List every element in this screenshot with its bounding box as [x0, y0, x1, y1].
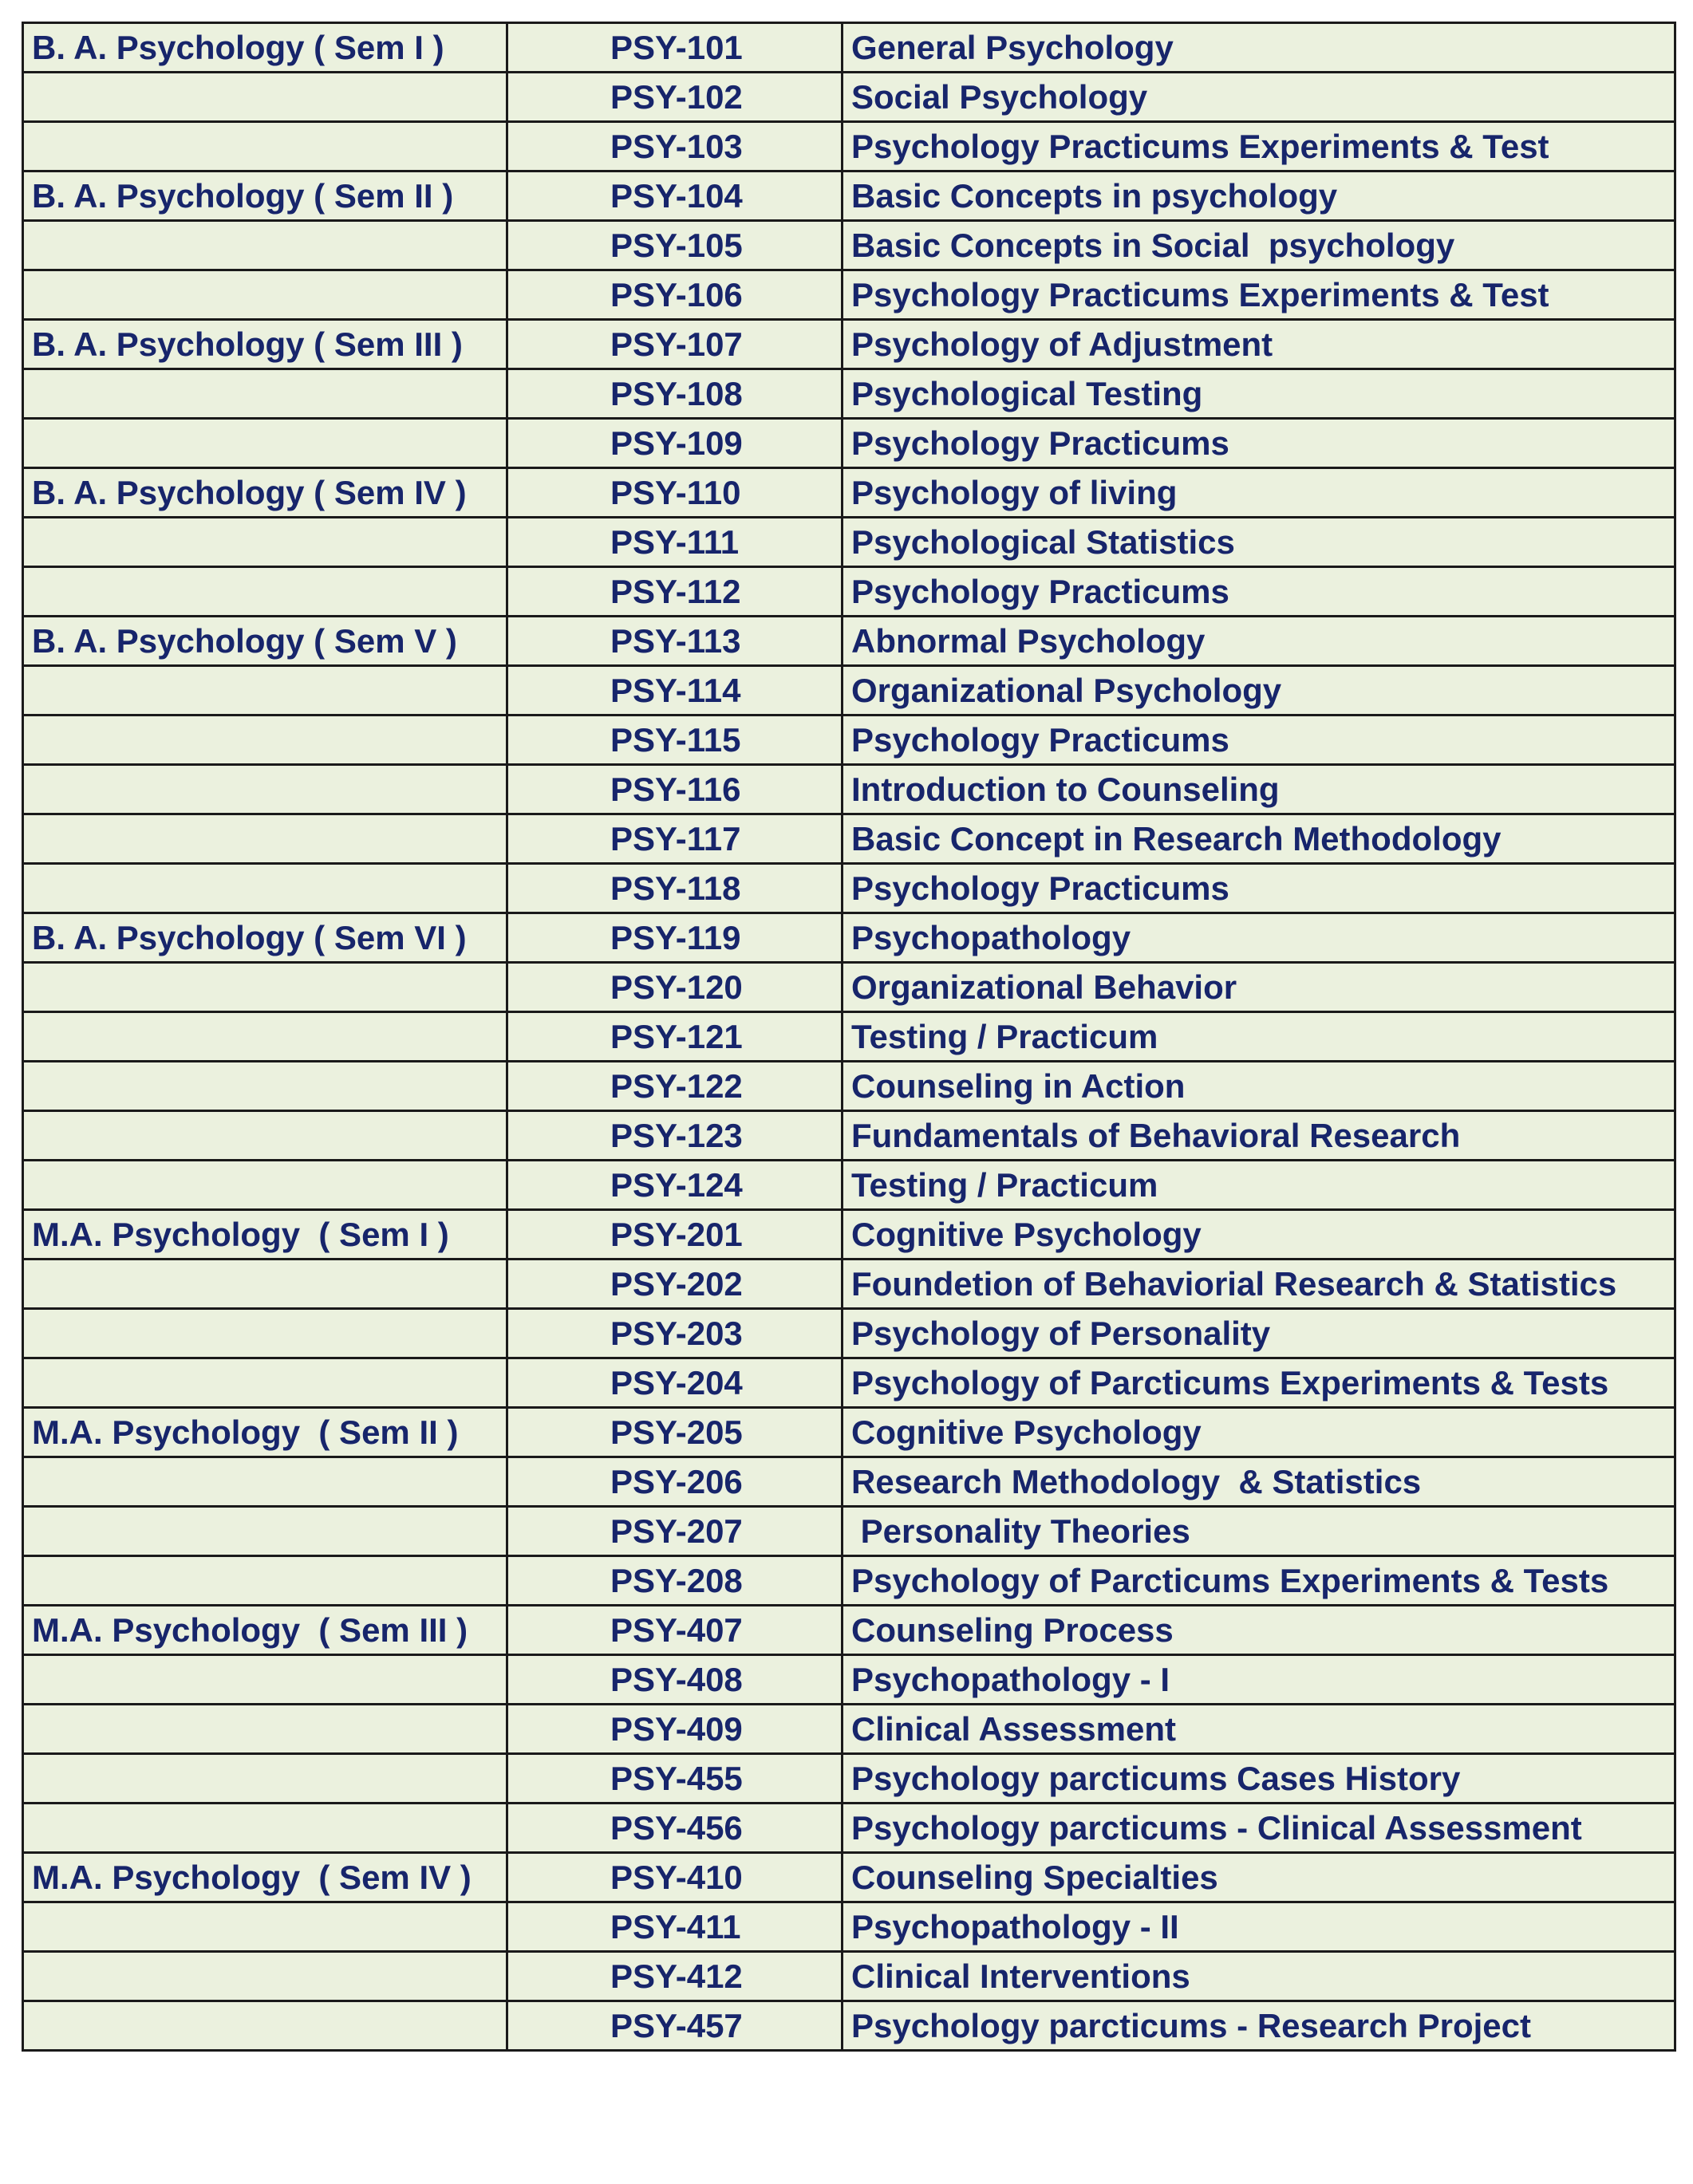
- course-code-cell: PSY-412: [507, 1952, 843, 2001]
- table-row: [23, 814, 1675, 864]
- course-title-cell: Psychology Practicums: [843, 716, 1675, 765]
- table-row: [23, 1309, 1675, 1358]
- program-cell: [23, 1260, 507, 1309]
- table-row: [23, 864, 1675, 913]
- course-title-cell: Psychology Practicums: [843, 864, 1675, 913]
- program-cell: [23, 1309, 507, 1358]
- program-cell: [23, 1161, 507, 1210]
- program-cell: [23, 1804, 507, 1853]
- course-code-cell: PSY-104: [507, 171, 843, 221]
- course-table-body: [23, 23, 1675, 2051]
- course-code-cell: PSY-123: [507, 1111, 843, 1161]
- course-title-cell: Psychology of living: [843, 468, 1675, 518]
- course-title-cell: Psychology of Personality: [843, 1309, 1675, 1358]
- program-cell: [23, 73, 507, 122]
- table-row: [23, 1606, 1675, 1655]
- program-cell: [23, 1358, 507, 1408]
- course-title-cell: Clinical Interventions: [843, 1952, 1675, 2001]
- program-cell: [23, 1012, 507, 1062]
- course-code-cell: PSY-117: [507, 814, 843, 864]
- course-title-cell: Cognitive Psychology: [843, 1210, 1675, 1260]
- table-row: [23, 73, 1675, 122]
- program-cell: [23, 1952, 507, 2001]
- course-code-cell: PSY-205: [507, 1408, 843, 1457]
- course-code-cell: PSY-118: [507, 864, 843, 913]
- course-title-cell: Basic Concept in Research Methodology: [843, 814, 1675, 864]
- table-row: [23, 1111, 1675, 1161]
- table-row: [23, 1804, 1675, 1853]
- course-title-cell: Psychological Statistics: [843, 518, 1675, 567]
- table-row: [23, 270, 1675, 320]
- course-title-cell: Psychology of Parcticums Experiments & Tests: [843, 1358, 1675, 1408]
- course-title-cell: Testing / Practicum: [843, 1012, 1675, 1062]
- course-title-cell: Abnormal Psychology: [843, 617, 1675, 666]
- course-title-cell: Psychology Practicums Experiments & Test: [843, 122, 1675, 171]
- course-code-cell: PSY-457: [507, 2001, 843, 2051]
- course-title-cell: Psychology parcticums - Clinical Assessment: [843, 1804, 1675, 1853]
- program-cell: M.A. Psychology ( Sem II ): [23, 1408, 507, 1457]
- course-title-cell: Psychology of Parcticums Experiments & Tests: [843, 1556, 1675, 1606]
- table-row: [23, 963, 1675, 1012]
- course-title-cell: Psychopathology - I: [843, 1655, 1675, 1705]
- course-title-cell: Psychology Practicums: [843, 567, 1675, 617]
- course-title-cell: Organizational Behavior: [843, 963, 1675, 1012]
- table-row: [23, 1853, 1675, 1902]
- course-title-cell: Personality Theories: [843, 1507, 1675, 1556]
- course-title-cell: Social Psychology: [843, 73, 1675, 122]
- program-cell: [23, 1655, 507, 1705]
- table-row: [23, 419, 1675, 468]
- program-cell: [23, 1705, 507, 1754]
- program-cell: [23, 1902, 507, 1952]
- course-code-cell: PSY-111: [507, 518, 843, 567]
- course-title-cell: Psychology Practicums Experiments & Test: [843, 270, 1675, 320]
- table-row: [23, 1062, 1675, 1111]
- course-code-cell: PSY-122: [507, 1062, 843, 1111]
- program-cell: [23, 419, 507, 468]
- course-code-cell: PSY-456: [507, 1804, 843, 1853]
- program-cell: B. A. Psychology ( Sem V ): [23, 617, 507, 666]
- course-code-cell: PSY-407: [507, 1606, 843, 1655]
- course-title-cell: Counseling Process: [843, 1606, 1675, 1655]
- course-title-cell: Counseling in Action: [843, 1062, 1675, 1111]
- course-code-cell: PSY-410: [507, 1853, 843, 1902]
- program-cell: [23, 567, 507, 617]
- course-title-cell: Psychopathology: [843, 913, 1675, 963]
- program-cell: [23, 864, 507, 913]
- table-row: [23, 369, 1675, 419]
- course-code-cell: PSY-115: [507, 716, 843, 765]
- table-row: [23, 1902, 1675, 1952]
- program-cell: [23, 666, 507, 716]
- table-row: [23, 1210, 1675, 1260]
- course-code-cell: PSY-106: [507, 270, 843, 320]
- table-row: [23, 1952, 1675, 2001]
- program-cell: [23, 221, 507, 270]
- program-cell: [23, 1111, 507, 1161]
- program-cell: [23, 716, 507, 765]
- course-title-cell: Psychology parcticums Cases History: [843, 1754, 1675, 1804]
- course-title-cell: Psychology parcticums - Research Project: [843, 2001, 1675, 2051]
- table-row: [23, 171, 1675, 221]
- table-row: [23, 23, 1675, 73]
- course-code-cell: PSY-110: [507, 468, 843, 518]
- table-row: [23, 1408, 1675, 1457]
- course-code-cell: PSY-112: [507, 567, 843, 617]
- table-row: [23, 221, 1675, 270]
- program-cell: [23, 963, 507, 1012]
- course-code-cell: PSY-203: [507, 1309, 843, 1358]
- program-cell: [23, 2001, 507, 2051]
- table-row: [23, 1556, 1675, 1606]
- course-title-cell: Psychopathology - II: [843, 1902, 1675, 1952]
- program-cell: B. A. Psychology ( Sem III ): [23, 320, 507, 369]
- program-cell: [23, 270, 507, 320]
- course-code-cell: PSY-207: [507, 1507, 843, 1556]
- program-cell: B. A. Psychology ( Sem IV ): [23, 468, 507, 518]
- program-cell: [23, 1062, 507, 1111]
- course-table: [22, 22, 1676, 2052]
- course-title-cell: Counseling Specialties: [843, 1853, 1675, 1902]
- course-code-cell: PSY-124: [507, 1161, 843, 1210]
- course-code-cell: PSY-411: [507, 1902, 843, 1952]
- course-code-cell: PSY-408: [507, 1655, 843, 1705]
- program-cell: [23, 518, 507, 567]
- course-code-cell: PSY-201: [507, 1210, 843, 1260]
- course-code-cell: PSY-208: [507, 1556, 843, 1606]
- program-cell: [23, 1507, 507, 1556]
- course-code-cell: PSY-202: [507, 1260, 843, 1309]
- course-title-cell: Basic Concepts in Social psychology: [843, 221, 1675, 270]
- course-code-cell: PSY-109: [507, 419, 843, 468]
- program-cell: M.A. Psychology ( Sem III ): [23, 1606, 507, 1655]
- table-row: [23, 913, 1675, 963]
- table-row: [23, 1507, 1675, 1556]
- table-row: [23, 320, 1675, 369]
- course-title-cell: Cognitive Psychology: [843, 1408, 1675, 1457]
- course-code-cell: PSY-102: [507, 73, 843, 122]
- course-title-cell: Testing / Practicum: [843, 1161, 1675, 1210]
- course-code-cell: PSY-113: [507, 617, 843, 666]
- table-row: [23, 666, 1675, 716]
- course-code-cell: PSY-101: [507, 23, 843, 73]
- course-code-cell: PSY-103: [507, 122, 843, 171]
- course-code-cell: PSY-206: [507, 1457, 843, 1507]
- course-code-cell: PSY-116: [507, 765, 843, 814]
- course-title-cell: Foundetion of Behaviorial Research & Statistics: [843, 1260, 1675, 1309]
- course-title-cell: Psychology of Adjustment: [843, 320, 1675, 369]
- table-row: [23, 122, 1675, 171]
- program-cell: [23, 1556, 507, 1606]
- course-code-cell: PSY-455: [507, 1754, 843, 1804]
- table-row: [23, 1705, 1675, 1754]
- table-row: [23, 1358, 1675, 1408]
- course-code-cell: PSY-120: [507, 963, 843, 1012]
- program-cell: [23, 122, 507, 171]
- table-row: [23, 1161, 1675, 1210]
- course-code-cell: PSY-119: [507, 913, 843, 963]
- course-title-cell: Introduction to Counseling: [843, 765, 1675, 814]
- course-code-cell: PSY-114: [507, 666, 843, 716]
- table-row: [23, 1012, 1675, 1062]
- course-code-cell: PSY-105: [507, 221, 843, 270]
- program-cell: [23, 1457, 507, 1507]
- program-cell: [23, 765, 507, 814]
- course-code-cell: PSY-409: [507, 1705, 843, 1754]
- table-row: [23, 1260, 1675, 1309]
- table-row: [23, 617, 1675, 666]
- course-title-cell: Clinical Assessment: [843, 1705, 1675, 1754]
- table-row: [23, 2001, 1675, 2051]
- course-title-cell: Fundamentals of Behavioral Research: [843, 1111, 1675, 1161]
- course-title-cell: General Psychology: [843, 23, 1675, 73]
- course-code-cell: PSY-204: [507, 1358, 843, 1408]
- table-row: [23, 1655, 1675, 1705]
- program-cell: B. A. Psychology ( Sem I ): [23, 23, 507, 73]
- program-cell: [23, 369, 507, 419]
- program-cell: [23, 1754, 507, 1804]
- table-row: [23, 1754, 1675, 1804]
- program-cell: [23, 814, 507, 864]
- program-cell: M.A. Psychology ( Sem I ): [23, 1210, 507, 1260]
- course-title-cell: Psychology Practicums: [843, 419, 1675, 468]
- table-row: [23, 1457, 1675, 1507]
- table-row: [23, 518, 1675, 567]
- course-title-cell: Research Methodology & Statistics: [843, 1457, 1675, 1507]
- program-cell: B. A. Psychology ( Sem II ): [23, 171, 507, 221]
- table-row: [23, 468, 1675, 518]
- table-row: [23, 716, 1675, 765]
- program-cell: B. A. Psychology ( Sem VI ): [23, 913, 507, 963]
- table-row: [23, 567, 1675, 617]
- course-code-cell: PSY-107: [507, 320, 843, 369]
- course-code-cell: PSY-108: [507, 369, 843, 419]
- program-cell: M.A. Psychology ( Sem IV ): [23, 1853, 507, 1902]
- course-title-cell: Organizational Psychology: [843, 666, 1675, 716]
- course-code-cell: PSY-121: [507, 1012, 843, 1062]
- table-row: [23, 765, 1675, 814]
- course-title-cell: Psychological Testing: [843, 369, 1675, 419]
- course-title-cell: Basic Concepts in psychology: [843, 171, 1675, 221]
